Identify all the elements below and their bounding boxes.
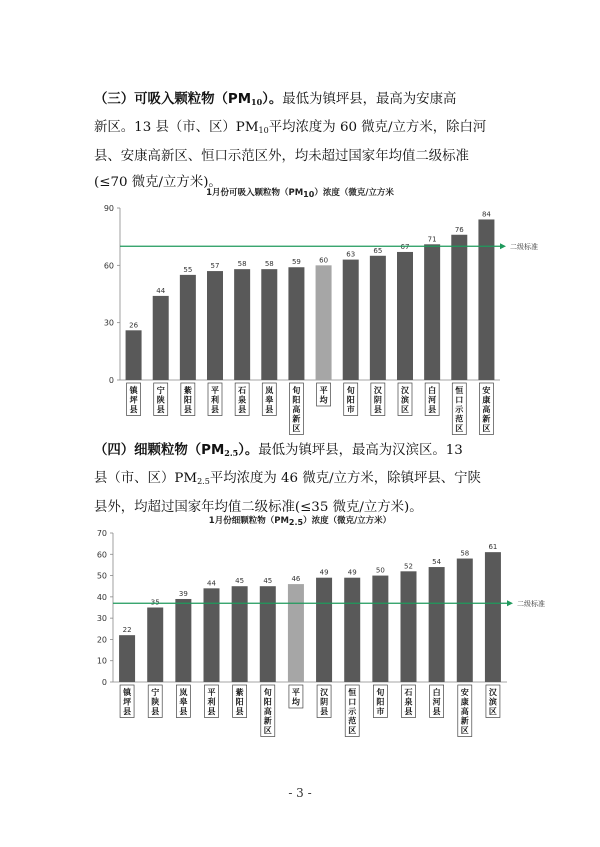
bar [175,599,191,682]
x-tick-label-char: 阳 [292,395,301,405]
x-tick-label-char: 河 [432,697,441,707]
x-tick-label-char: 汉 [401,386,409,395]
bar [153,296,169,380]
data-label: 45 [263,577,273,586]
x-tick-label [262,383,276,416]
x-tick-label-char: 县 [265,405,274,414]
data-label: 57 [210,262,220,271]
bar [288,584,304,682]
x-tick-label-char: 高 [460,707,469,716]
bar [485,552,501,682]
data-label: 46 [291,575,301,584]
x-tick-label-char: 康 [460,697,469,707]
data-label: 55 [183,265,193,274]
data-label: 39 [178,589,188,598]
x-tick-label-char: 汉 [320,688,329,697]
x-tick-label-char: 宁 [151,688,160,697]
bar [147,608,163,683]
data-label: 35 [150,598,160,607]
data-label: 65 [373,246,383,255]
x-tick-label-char: 县 [238,405,247,414]
section4-line3: 县外，均超过国家年均值二级标准(≤35 微克/立方米)。 [94,500,423,515]
bar [344,578,360,682]
x-tick-label-char: 市 [346,405,355,414]
data-label: 52 [404,562,413,571]
x-tick-label [120,685,134,718]
reference-line-label: 二级标准 [510,243,538,252]
bar [397,252,413,380]
x-tick-label-char: 石 [238,386,247,395]
x-tick-label [181,383,195,416]
x-tick-label-char: 县 [207,707,216,716]
x-tick-label [148,685,162,718]
pm25-bar-chart [0,524,600,774]
data-label: 71 [427,235,437,244]
x-tick-label-char: 恒 [455,386,464,395]
bar [372,576,388,682]
bar [429,567,445,682]
data-label: 60 [319,256,329,265]
x-tick-label-char: 均 [291,697,300,707]
x-tick-label-char: 利 [211,395,219,405]
x-tick-label-char: 阳 [346,395,355,405]
x-tick-label-char: 滨 [488,697,497,707]
data-label: 45 [235,577,245,586]
x-tick-label-char: 区 [482,424,491,433]
x-tick-label [345,685,359,737]
x-tick-label-char: 岚 [179,688,188,697]
x-tick-label-char: 镇 [129,386,138,395]
x-tick-label-char: 县 [151,707,160,716]
x-tick-label [205,685,219,718]
y-tick-label: 0 [101,678,107,687]
x-tick-label [261,685,275,737]
x-tick-label [235,383,249,416]
x-tick-label-char: 区 [292,424,301,433]
x-tick-label [425,383,439,416]
x-tick-label [233,685,247,718]
y-tick-label: 30 [103,318,114,328]
x-tick-label-char: 阳 [183,395,192,405]
y-tick-label: 60 [96,550,107,560]
x-tick-label-char: 陕 [156,395,165,405]
bar [180,275,196,380]
x-tick-label [371,383,385,416]
x-tick-label-char: 皋 [179,697,188,707]
x-tick-label-char: 高 [292,405,301,414]
x-tick-label-char: 区 [348,726,357,735]
x-tick-label-char: 区 [488,707,497,716]
x-tick-label [176,685,190,718]
data-label: 61 [488,543,498,552]
chart1-title: 1月份可吸入颗粒物$(PM_{10})$浓度（微克/立方米 [206,188,394,199]
x-tick-label [317,383,331,406]
x-tick-label-char: 新 [482,414,491,424]
bar [232,586,248,682]
x-tick-label-char: 宁 [156,386,165,395]
x-tick-label-char: 利 [207,697,216,707]
data-label: 22 [122,626,132,635]
y-tick-label: 30 [96,614,107,624]
x-tick-label-char: 县 [156,405,165,414]
bar [260,586,276,682]
x-tick-label-char: 县 [404,707,413,716]
x-tick-label [486,685,500,718]
x-tick-label-char: 县 [235,707,244,716]
data-label: 63 [346,250,356,259]
data-label: 67 [400,242,410,251]
x-tick-label [402,685,416,718]
y-tick-label: 40 [96,592,107,602]
data-label: 58 [460,549,470,558]
bar [451,235,467,380]
x-tick-label [458,685,472,737]
x-tick-label-char: 安 [460,688,469,697]
x-tick-label [289,685,303,708]
data-label: 49 [347,568,357,577]
x-tick-label-char: 县 [373,405,382,414]
x-tick-label-char: 县 [123,707,132,716]
section3-line4: (≤70 微克/立方米)。 [94,175,222,190]
x-tick-label-char: 区 [455,424,464,433]
y-tick-label: 60 [103,261,114,271]
x-tick-label-char: 紫 [183,386,192,395]
x-tick-label-char: 白 [428,386,437,395]
x-tick-label-char: 阳 [235,697,244,707]
data-label: 59 [291,258,301,267]
x-tick-label-char: 岚 [265,386,274,395]
section4-line2: 县（市、区）$PM_{2.5}$平均浓度为 46 微克/立方米，除镇坪县、宁陕 [94,471,481,486]
x-tick-label-char: 平 [319,386,328,395]
y-tick-label: 20 [96,635,107,645]
x-tick-label-char: 县 [432,707,441,716]
x-tick-label-char: 河 [428,395,437,405]
reference-line-label: 二级标准 [517,600,545,609]
bar [288,267,304,380]
x-tick-label-char: 康 [482,395,491,405]
x-tick-label-char: 坪 [123,697,132,707]
x-tick-label-char: 示 [348,707,357,716]
x-tick-label [127,383,141,416]
bar [207,271,223,380]
chart2-title: 1月份细颗粒物$(PM_{2.5})$浓度（微克/立方米） [208,516,392,527]
bar [316,265,332,380]
x-tick-label-char: 县 [428,405,437,414]
data-label: 54 [432,558,442,567]
bar [457,559,473,682]
x-tick-label-char: 白 [432,688,441,697]
x-tick-label [208,383,222,416]
bar [261,269,277,380]
bar [343,260,359,380]
x-tick-label [430,685,444,718]
x-tick-label-char: 旬 [292,386,301,395]
x-tick-label-char: 陕 [151,697,160,707]
x-tick-label-char: 汉 [373,386,382,395]
x-tick-label-char: 旬 [346,386,355,395]
x-tick-label-char: 石 [404,688,413,697]
x-tick-label-char: 市 [376,707,385,716]
y-tick-label: 50 [96,571,107,581]
x-tick-label-char: 安 [482,386,491,395]
data-label: 26 [129,321,139,330]
x-tick-label-char: 范 [455,414,464,424]
reference-line-arrow [507,600,513,606]
section3-line2: 新区。13 县（市、区）$PM_{10}$平均浓度为 60 微克/立方米，除白河 [94,120,487,135]
bar [234,269,250,380]
x-tick-label-char: 新 [263,716,272,726]
data-label: 49 [319,568,329,577]
data-label: 44 [207,579,216,588]
x-tick-label [344,383,358,416]
section3-paragraph [94,86,534,196]
x-tick-label-char: 平 [207,688,216,697]
x-tick-label-char: 新 [460,716,469,726]
x-tick-label-char: 区 [263,726,272,735]
x-tick-label-char: 县 [179,707,188,716]
section3-line1: （三）可吸入颗粒物$(PM_{10})$。最低为镇坪县，最高为安康高 [94,91,457,107]
bar [370,256,386,380]
x-tick-label [317,685,331,718]
data-label: 50 [375,566,385,575]
x-tick-label-char: 旬 [376,688,385,697]
x-tick-label-char: 高 [482,405,491,414]
x-tick-label-char: 口 [348,697,357,707]
bar [401,571,417,682]
x-tick-label-char: 新 [292,414,301,424]
x-tick-label [373,685,387,718]
x-tick-label-char: 范 [348,716,357,726]
x-tick-label-char: 县 [129,405,138,414]
bar [126,330,142,380]
x-tick-label-char: 口 [455,395,464,405]
x-tick-label-char: 县 [320,707,329,716]
pm10-bar-chart [0,196,600,433]
x-tick-label-char: 高 [263,707,272,716]
x-tick-label-char: 区 [401,405,409,414]
x-tick-label [479,383,493,435]
x-tick-label-char: 恒 [348,688,357,697]
bar [478,219,494,380]
x-tick-label-char: 皋 [265,395,274,405]
x-tick-label-char: 均 [319,395,328,405]
reference-line-arrow [500,243,506,249]
x-tick-label-char: 滨 [401,395,409,405]
x-tick-label-char: 区 [460,726,469,735]
x-tick-label-char: 旬 [263,688,272,697]
section4-paragraph [94,437,534,521]
x-tick-label-char: 阳 [263,697,272,707]
x-tick-label-char: 阴 [373,395,382,405]
x-tick-label-char: 汉 [488,688,497,697]
x-tick-label-char: 紫 [235,688,244,697]
y-tick-label: 70 [96,529,107,538]
bar [424,244,440,380]
page-number: - 3 - [288,786,312,800]
bar [119,635,135,682]
x-tick-label [452,383,466,435]
x-tick-label [289,383,303,435]
x-tick-label-char: 阳 [376,697,385,707]
x-tick-label-char: 示 [455,405,464,414]
data-label: 84 [481,210,491,219]
y-tick-label: 90 [103,204,114,213]
section4-line1: （四）细颗粒物$(PM_{2.5})$。最低为镇坪县，最高为汉滨区。13 [94,442,463,458]
x-tick-label-char: 泉 [238,395,247,405]
x-tick-label-char: 平 [291,688,300,697]
x-tick-label-char: 泉 [404,697,413,707]
x-tick-label [398,383,412,416]
section3-line3: 县、安康高新区、恒口示范区外，均未超过国家年均值二级标准 [94,149,469,164]
x-tick-label-char: 县 [183,405,192,414]
y-tick-label: 0 [108,376,114,385]
x-tick-label-char: 镇 [123,688,132,697]
bar [316,578,332,682]
data-label: 58 [264,260,274,269]
y-tick-label: 10 [96,656,107,666]
section4-heading: （四）细颗粒物$(PM_{2.5})$。 [94,442,259,458]
x-tick-label-char: 平 [211,386,219,395]
x-tick-label-char: 坪 [129,395,138,405]
x-tick-label-char: 县 [211,405,219,414]
data-label: 44 [156,286,166,295]
x-tick-label [154,383,168,416]
bar [204,588,220,682]
x-tick-label-char: 阴 [320,697,329,707]
data-label: 76 [454,225,464,234]
data-label: 58 [237,260,247,269]
section3-heading: （三）可吸入颗粒物$(PM_{10})$。 [94,91,283,107]
